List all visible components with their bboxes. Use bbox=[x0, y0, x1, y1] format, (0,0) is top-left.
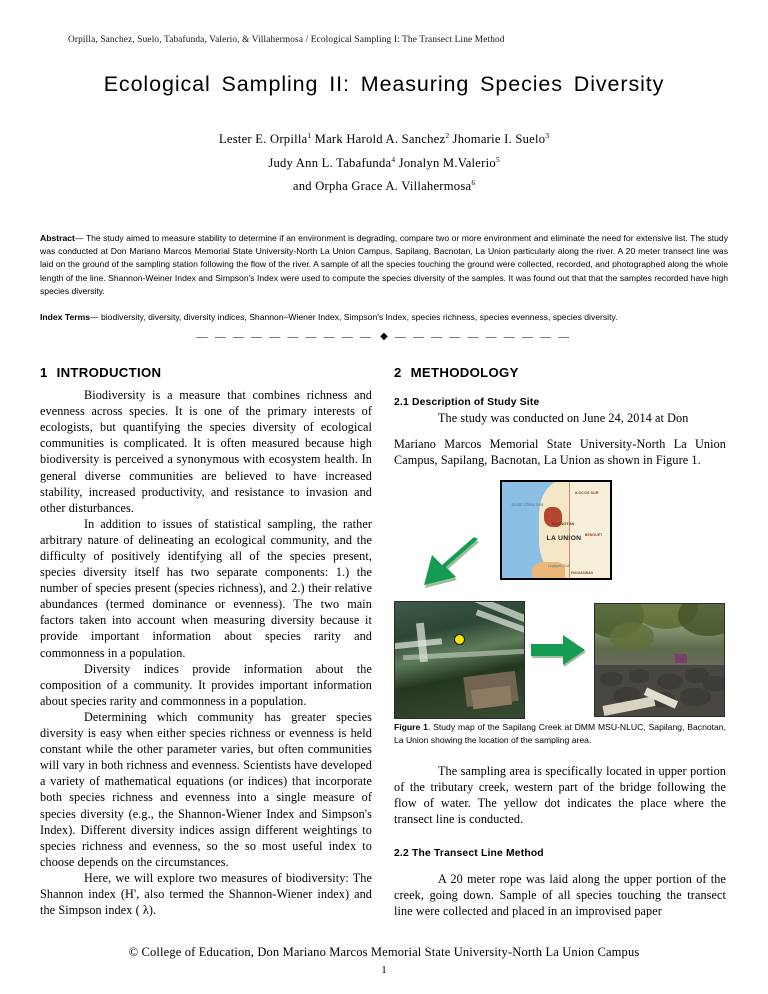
author-affiliation-marker: 3 bbox=[545, 131, 550, 140]
author-affiliation-marker: 2 bbox=[445, 131, 450, 140]
author-affiliation-marker: 4 bbox=[391, 154, 396, 164]
index-terms-text: biodiversity, diversity, diversity indices, Shannon–Wiener Index, Simpson's Index, species richness, species evenness, species diversity. bbox=[100, 312, 618, 323]
paragraph: Mariano Marcos Memorial State University-North La Union Campus, Sapilang, Bacnotan, La Union as shown in Figure 1. bbox=[394, 437, 726, 468]
spacer bbox=[394, 861, 726, 871]
paragraph: Diversity indices provide information about the composition of a community. It provides important information about species rarity and commonness in a population. bbox=[40, 661, 372, 708]
body-columns bbox=[40, 365, 728, 919]
person-figure bbox=[675, 654, 687, 663]
author-affiliation-marker: 1 bbox=[307, 131, 312, 140]
subsection-heading-study-site bbox=[394, 397, 726, 408]
index-terms-dash: — bbox=[90, 312, 99, 323]
divider-dashes-left: — — — — — — — — — — bbox=[196, 331, 374, 344]
map-label-la-union: LA UNION bbox=[546, 533, 582, 542]
left-column bbox=[40, 365, 372, 919]
spacer bbox=[394, 747, 726, 763]
figure-caption-text: . Study map of the Sapilang Creek at DMM MSU-NLUC, Sapilang, Bacnotan, La Union showing the location of the sampling area. bbox=[394, 722, 726, 745]
author-line-1 bbox=[40, 126, 728, 150]
section-number: 1 bbox=[40, 365, 48, 381]
author-name: Jhomarie I. Suelo bbox=[452, 132, 546, 147]
author-list bbox=[40, 126, 728, 197]
diamond-icon: ◆ bbox=[380, 331, 388, 343]
abstract-section bbox=[40, 232, 728, 298]
map-label-ilocos-sur: ILOCOS SUR bbox=[575, 490, 599, 495]
subsection-number: 2.2 bbox=[394, 847, 409, 859]
paragraph: Determining which community has greater species diversity is easy when either species richness or evenness is held constant while the other parameter varies, but often communities will vary in both richness and evenness. Scientists have developed a variety of mathematical equations (or indices) that incorporate both species richness and evenness into a single measure of species diversity (e.g., the Shannon-Wiener Index and Simpson's Index). Different diversity indices assign different weightings to species richness and evenness, so the so most useful index to choose depends on the circumstances. bbox=[40, 709, 372, 869]
subsection-title: The Transect Line Method bbox=[411, 847, 544, 859]
abstract-text: The study aimed to measure stability to determine if an environment is degrading, compare two or more environment and eliminate the need for extensive list. The study was conducted at Don Mariano Marcos Memorial State University-North La Union Campus, Sapilang, Bacnotan, La Union particularly along the river. A 20 meter transect line was laid on the ground of the sampling station following the flow of the river. A sample of all the species touching the ground were collected, recorded, and photographed along the whole length of the line. Shannon-Weiner Index and Simpson's Index were used to compute the species diversity of the samples. It was found out that that the samples recorded have high species diversity. bbox=[40, 233, 728, 296]
index-terms-label: Index Terms bbox=[40, 312, 90, 323]
author-name: Lester E. Orpilla bbox=[218, 132, 308, 147]
author-name: Mark Harold A. Sanchez bbox=[314, 132, 446, 147]
location-map-image bbox=[500, 480, 612, 580]
author-name: Jonalyn M.Valerio bbox=[398, 155, 496, 170]
paragraph: The sampling area is specifically located in upper portion of the tributary creek, western part of the bridge following the flow of water. The yellow dot indicates the place where the transect line is conducted. bbox=[394, 763, 726, 826]
map-neighbor-region bbox=[569, 480, 612, 580]
sampling-location-marker bbox=[454, 634, 465, 645]
abstract-dash: — bbox=[74, 233, 84, 244]
paragraph: Biodiversity is a measure that combines richness and evenness across species. It is one of the primary interests of ecologists, but quantifying the species diversity of ecological communities is complicated. It is often measured because high biodiversity is perceived a synonymous with ecosystem health. In general diverse communities are believed to have increased stability, increased productivity, and resistance to invasion and other disturbances. bbox=[40, 388, 372, 515]
spacer bbox=[394, 426, 726, 436]
map-label-pangasinan: PANGASINAN bbox=[570, 570, 593, 575]
subsection-number: 2.1 bbox=[394, 397, 409, 409]
author-line-3 bbox=[40, 173, 728, 197]
section-title: METHODOLOGY bbox=[410, 365, 519, 381]
index-terms-section bbox=[40, 311, 728, 324]
spacer bbox=[394, 387, 726, 397]
author-affiliation-marker: 5 bbox=[495, 154, 500, 164]
subsection-heading-transect-line bbox=[394, 848, 726, 859]
right-column bbox=[394, 365, 726, 919]
map-label-sea: South China Sea bbox=[510, 501, 543, 507]
author-name: Orpha Grace A. Villahermosa bbox=[315, 179, 472, 194]
paragraph: The study was conducted on June 24, 2014 at Don bbox=[438, 411, 689, 426]
map-label-lingayen-gulf: Lingayen Gulf bbox=[548, 563, 570, 568]
tree-canopy bbox=[610, 622, 654, 651]
running-head: Orpilla, Sanchez, Suelo, Tabafunda, Valerio, & Villahermosa / Ecological Sampling I: The Transect Line Method bbox=[68, 35, 505, 45]
divider-dashes-right: — — — — — — — — — — bbox=[394, 331, 572, 344]
map-label-bacnotan: BACNOTAN bbox=[551, 520, 574, 526]
satellite-photo bbox=[394, 601, 525, 719]
author-conjunction: and bbox=[292, 179, 316, 194]
figure-caption-label: Figure 1 bbox=[394, 722, 428, 733]
spacer bbox=[394, 827, 726, 848]
paragraph: In addition to issues of statistical sampling, the rather arbitrary nature of delineating an ecological community, and the difficulty of positively identifying all of the species present, species diversity itself has two separate components: 1.) the number of species present (species richness), and 2.) their relative abundances (termed dominance or evenness). The two main factors taken into account when measuring diversity because it provide important information about species rarity and commonness in a population. bbox=[40, 516, 372, 660]
map-label-benguet: BENGUET bbox=[584, 532, 603, 538]
page-footer bbox=[0, 945, 768, 976]
section-heading-introduction bbox=[40, 365, 372, 380]
figure-1 bbox=[394, 477, 726, 719]
section-title: INTRODUCTION bbox=[56, 365, 162, 381]
figure-caption bbox=[394, 721, 726, 746]
tree-canopy bbox=[678, 603, 725, 635]
creek-photo bbox=[594, 603, 725, 717]
subsection-title: Description of Study Site bbox=[411, 397, 540, 409]
arrow-down-left-icon bbox=[416, 537, 480, 589]
author-name: Judy Ann L. Tabafunda bbox=[268, 155, 392, 170]
author-affiliation-marker: 6 bbox=[471, 178, 476, 188]
section-heading-methodology bbox=[394, 365, 726, 380]
paragraph: A 20 meter rope was laid along the upper portion of the creek, going down. Sample of all species touching the transect line were collected and placed in an improvised paper bbox=[394, 871, 726, 919]
section-divider bbox=[40, 331, 728, 343]
author-line-2 bbox=[40, 150, 728, 174]
satellite-building bbox=[471, 686, 512, 709]
section-number: 2 bbox=[394, 365, 402, 381]
page-number: 1 bbox=[381, 964, 387, 976]
page-title: Ecological Sampling II: Measuring Species Diversity bbox=[103, 72, 665, 96]
arrow-right-icon bbox=[531, 633, 587, 667]
abstract-label: Abstract bbox=[40, 233, 75, 244]
paragraph: Here, we will explore two measures of biodiversity: The Shannon index (H', also termed the Shannon-Wiener index) and the Simpson index ( λ). bbox=[40, 870, 372, 918]
copyright-line: © College of Education, Don Mariano Marcos Memorial State University-North La Union Campus bbox=[128, 945, 640, 959]
